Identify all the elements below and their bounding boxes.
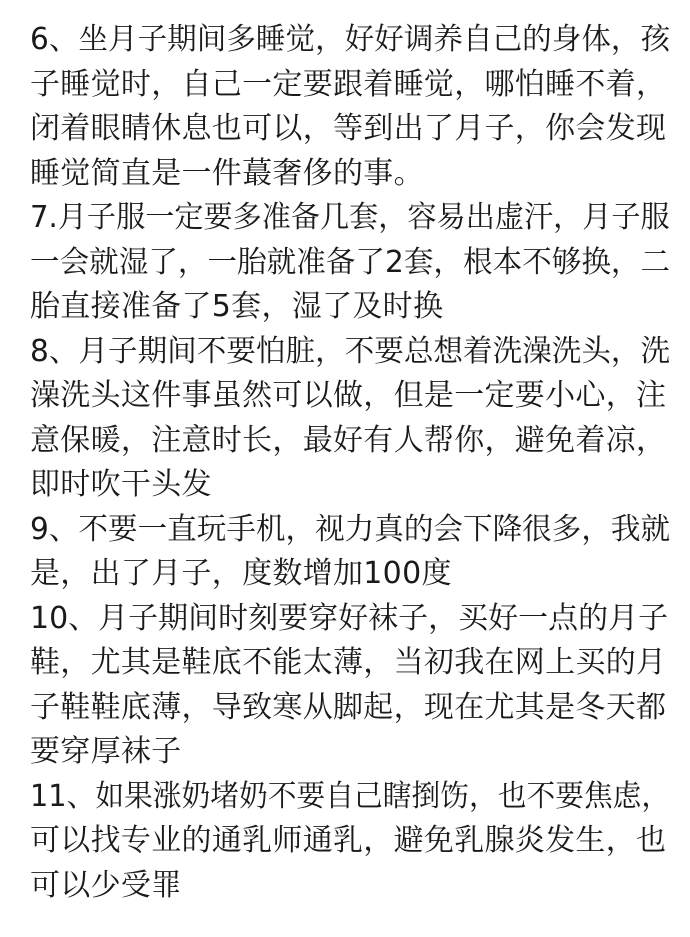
text-line: 是，出了月子，度数增加100度	[30, 556, 452, 591]
text-line: 胎直接准备了5套，湿了及时换	[30, 289, 444, 324]
text-line: 7.月子服一定要多准备几套，容易出虚汗，月子服	[30, 200, 670, 235]
text-line: 睡觉简直是一件蕞奢侈的事。	[30, 155, 424, 191]
text-line: 10、月子期间时刻要穿好袜子，买好一点的月子	[30, 600, 669, 636]
article-text	[30, 18, 670, 908]
text-line: 意保暖，注意时长，最好有人帮你，避免着凉，	[30, 422, 667, 458]
text-line: 子睡觉时，自己一定要跟着睡觉，哪怕睡不着，	[30, 66, 667, 102]
text-line: 可以找专业的通乳师通乳，避免乳腺炎发生，也	[30, 823, 667, 858]
text-line: 鞋，尤其是鞋底不能太薄，当初我在网上买的月	[30, 645, 667, 680]
text-line: 闭着眼睛休息也可以，等到出了月子，你会发现	[30, 111, 667, 146]
text-line: 子鞋鞋底薄，导致寒从脚起，现在尤其是冬天都	[30, 689, 667, 725]
text-line: 要穿厚袜子	[30, 734, 182, 769]
text-line: 即时吹干头发	[30, 467, 212, 502]
text-line: 6、坐月子期间多睡觉，好好调养自己的身体，孩	[30, 22, 671, 57]
text-line: 8、月子期间不要怕脏，不要总想着洗澡洗头，洗	[30, 333, 671, 369]
text-line: 可以少受罪	[30, 867, 182, 903]
text-line: 一会就湿了，一胎就准备了2套，根本不够换，二	[30, 244, 671, 280]
text-line: 9、不要一直玩手机，视力真的会下降很多，我就	[30, 511, 671, 547]
text-line: 澡洗头这件事虽然可以做，但是一定要小心，注	[30, 378, 667, 413]
text-line: 11、如果涨奶堵奶不要自己瞎捯饬，也不要焦虑，	[30, 778, 671, 814]
